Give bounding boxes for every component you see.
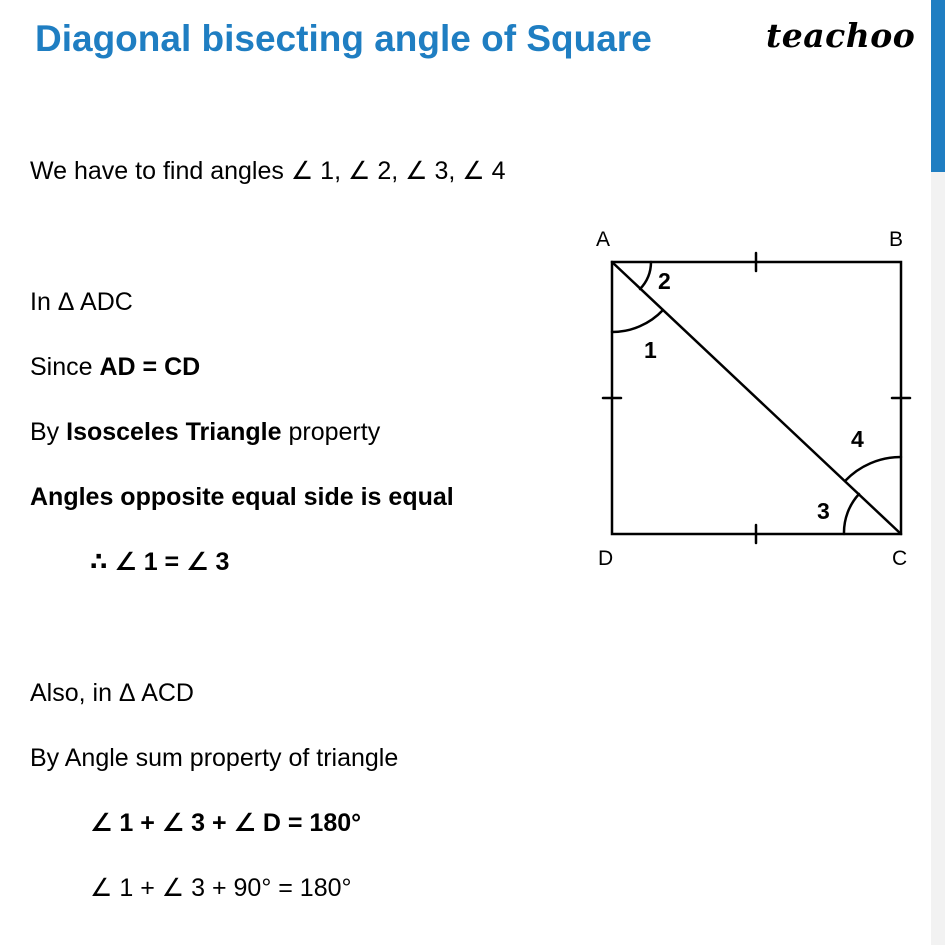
text-line-isosceles (30, 417, 380, 447)
text-line-sum-equation: ∠ 1 + ∠ 3 + ∠ D = 180° (90, 809, 362, 837)
text-line-sum-with-90: ∠ 1 + ∠ 3 + 90° = 180° (90, 874, 352, 902)
text-line-angles-opposite: Angles opposite equal side is equal (30, 483, 454, 511)
angle-arc-3 (844, 494, 859, 534)
angle-arc-4 (845, 457, 901, 481)
vertex-label-c: C (892, 547, 908, 570)
by-prefix: By (30, 418, 67, 446)
angle-arc-1 (612, 310, 663, 332)
vertex-label-b: B (889, 228, 904, 251)
text-line-angle-sum: By Angle sum property of triangle (30, 744, 399, 772)
angle-label-1: 1 (644, 337, 657, 363)
angle-label-4: 4 (851, 426, 864, 452)
slide-edge-accent (931, 0, 945, 172)
text-line-find-angles: We have to find angles ∠ 1, ∠ 2, ∠ 3, ∠ 4 (30, 157, 506, 185)
text-line-angle1-eq-angle3: ∴ ∠ 1 = ∠ 3 (90, 548, 230, 576)
square-diagram (585, 222, 925, 582)
angle-label-3: 3 (817, 498, 830, 524)
text-line-since (30, 352, 200, 382)
angle-label-2: 2 (658, 268, 671, 294)
text-line-in-triangle-adc: In Δ ADC (30, 288, 133, 316)
text-line-also-in-acd: Also, in Δ ACD (30, 679, 194, 707)
since-prefix: Since (30, 353, 100, 381)
property-suffix: property (281, 418, 381, 446)
angle-arc-2 (640, 262, 651, 289)
vertex-label-a: A (596, 228, 611, 251)
diagonal-ac (612, 262, 901, 534)
vertex-label-d: D (598, 547, 614, 570)
teachoo-logo: teachoo (766, 16, 916, 55)
page-title: Diagonal bisecting angle of Square (35, 18, 652, 59)
isosceles-term: Isosceles Triangle (66, 418, 282, 446)
since-equality: AD = CD (99, 353, 201, 381)
